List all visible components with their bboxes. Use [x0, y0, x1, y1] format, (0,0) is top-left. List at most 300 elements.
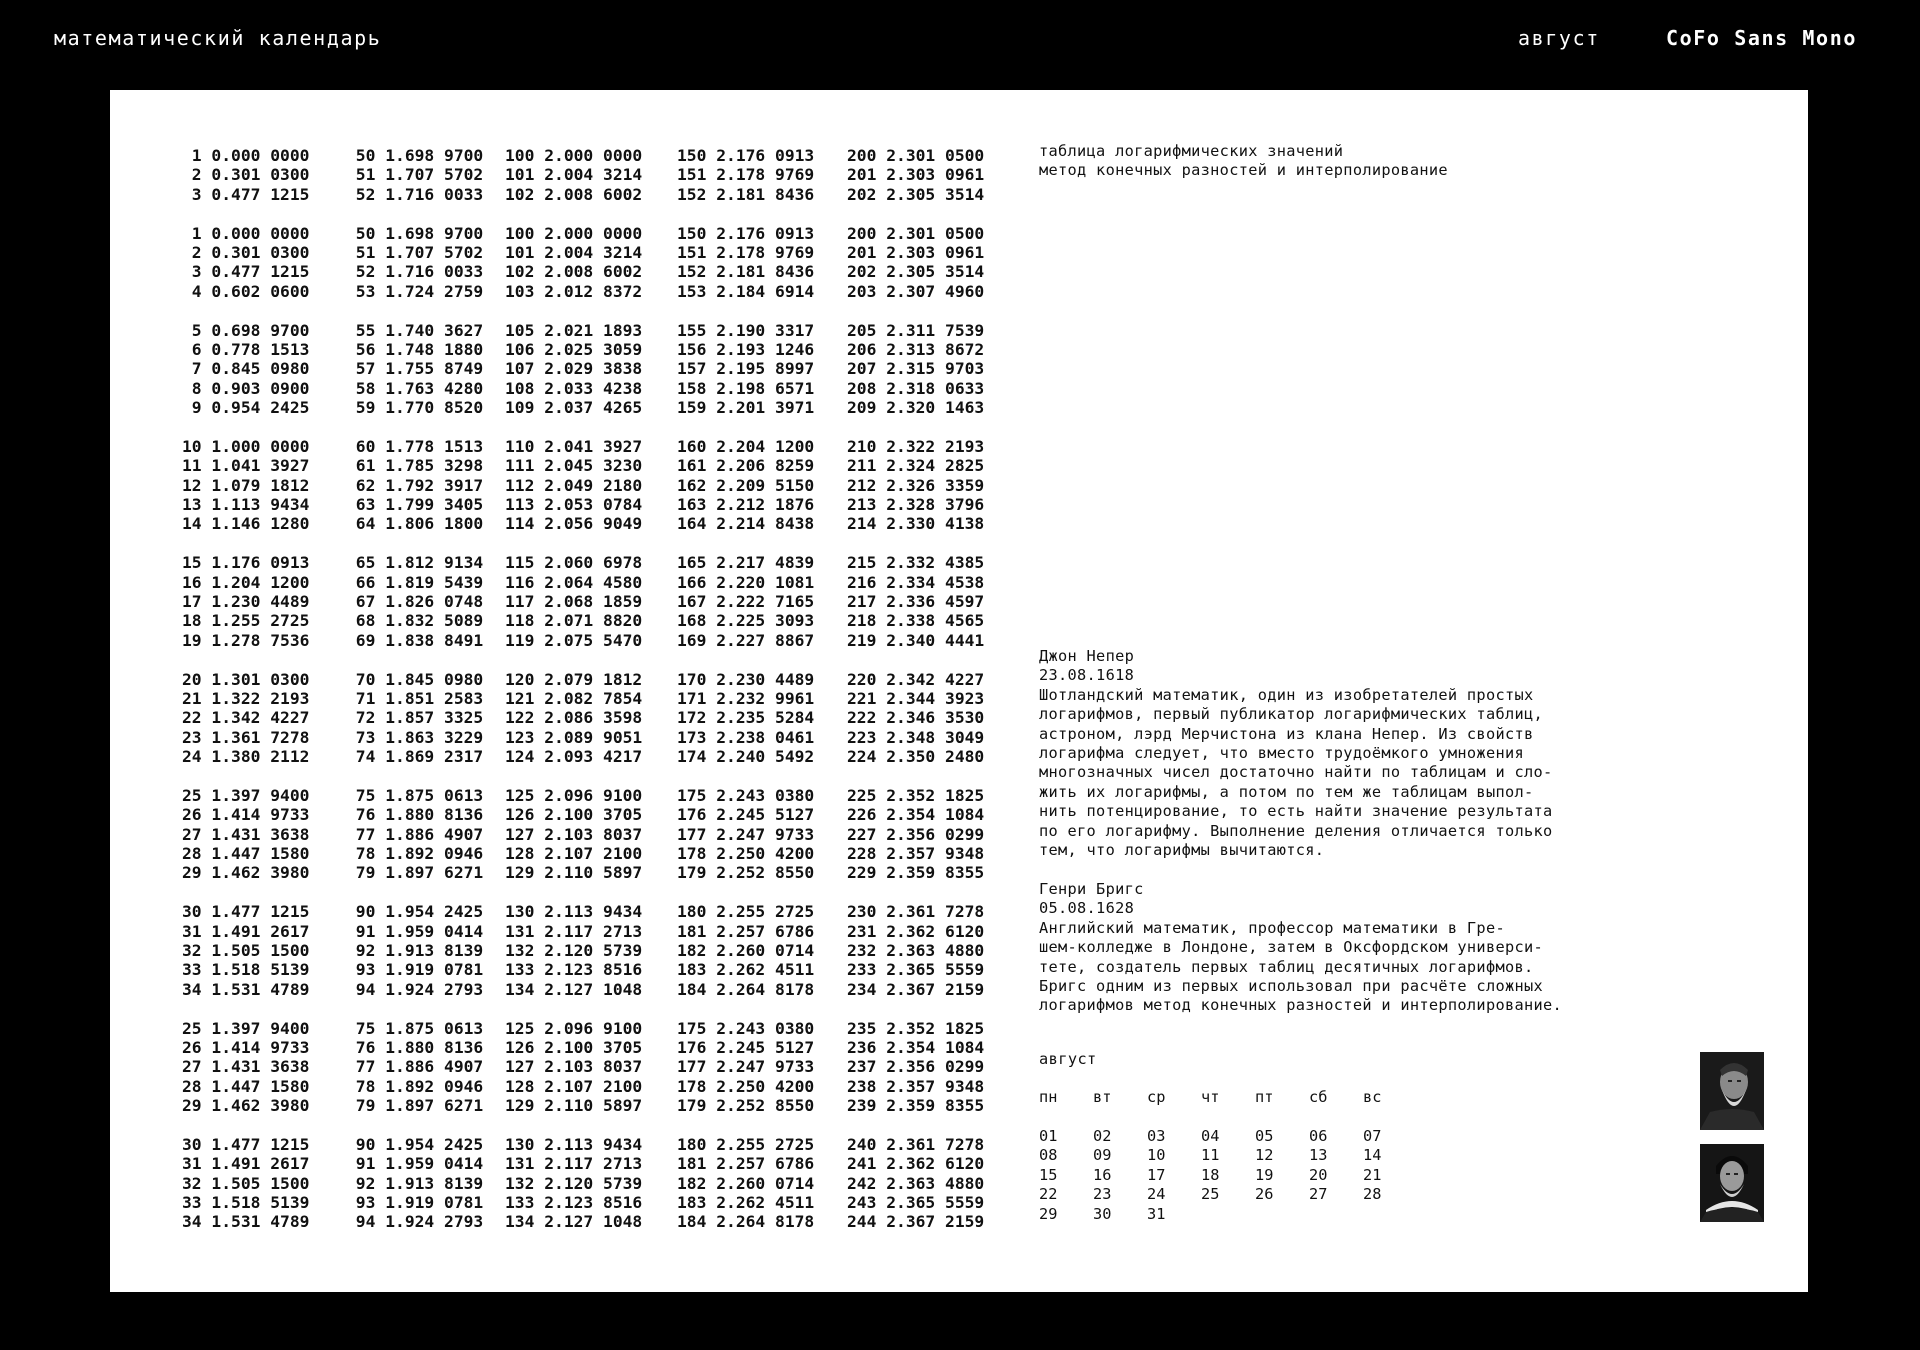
table-cell: 242 2.363 4880 — [847, 1173, 985, 1193]
calendar-day: 29 — [1039, 1204, 1058, 1223]
table-cell: 32 1.505 1500 — [182, 1173, 310, 1193]
calendar-day: 12 — [1255, 1146, 1274, 1165]
table-cell: 33 1.518 5139 — [182, 1193, 310, 1213]
table-cell: 10 1.000 0000 — [182, 436, 310, 456]
table-cell: 132 2.120 5739 — [505, 1173, 643, 1193]
table-cell: 166 2.220 1081 — [677, 572, 815, 592]
table-cell: 131 2.117 2713 — [505, 921, 643, 941]
table-cell: 57 1.755 8749 — [346, 359, 484, 379]
table-row — [182, 1077, 1007, 1096]
table-cell: 151 2.178 9769 — [677, 242, 815, 262]
table-cell: 34 1.531 4789 — [182, 1212, 310, 1232]
table-cell: 178 2.250 4200 — [677, 1076, 815, 1096]
table-cell: 217 2.336 4597 — [847, 591, 985, 611]
table-cell: 133 2.123 8516 — [505, 960, 643, 980]
table-cell: 130 2.113 9434 — [505, 1134, 643, 1154]
table-cell: 52 1.716 0033 — [346, 184, 484, 204]
table-cell: 125 2.096 9100 — [505, 785, 643, 805]
heading-line: таблица логарифмических значений — [1039, 142, 1344, 160]
table-cell: 51 1.707 5702 — [346, 242, 484, 262]
table-cell: 153 2.184 6914 — [677, 281, 815, 301]
table-cell: 29 1.462 3980 — [182, 1096, 310, 1116]
table-cell: 74 1.869 2317 — [346, 747, 484, 767]
table-cell: 237 2.356 0299 — [847, 1057, 985, 1077]
table-cell: 160 2.204 1200 — [677, 436, 815, 456]
calendar-day: 21 — [1363, 1165, 1382, 1184]
table-cell: 93 1.919 0781 — [346, 1193, 484, 1213]
table-row — [182, 747, 1007, 766]
bio-briggs — [1039, 880, 1679, 1016]
table-cell: 30 1.477 1215 — [182, 902, 310, 922]
table-cell: 168 2.225 3093 — [677, 611, 815, 631]
table-cell: 129 2.110 5897 — [505, 863, 643, 883]
table-cell: 175 2.243 0380 — [677, 785, 815, 805]
calendar-day: 06 — [1309, 1127, 1328, 1145]
table-row — [182, 1038, 1007, 1057]
table-row — [182, 844, 1007, 863]
bio-date: 23.08.1618 — [1039, 666, 1135, 685]
bio-text-line: астроном, лэрд Мерчистона из клана Непер. Из свойств — [1039, 724, 1534, 743]
table-cell: 127 2.103 8037 — [505, 824, 643, 844]
table-cell: 3 0.477 1215 — [182, 262, 310, 282]
table-cell: 33 1.518 5139 — [182, 960, 310, 980]
table-cell: 24 1.380 2112 — [182, 747, 310, 767]
table-cell: 111 2.045 3230 — [505, 456, 643, 476]
table-cell: 100 2.000 0000 — [505, 223, 643, 243]
table-cell: 161 2.206 8259 — [677, 456, 815, 476]
table-cell: 31 1.491 2617 — [182, 921, 310, 941]
table-cell: 174 2.240 5492 — [677, 747, 815, 767]
table-row — [182, 262, 1007, 281]
table-row — [182, 321, 1007, 340]
table-cell: 26 1.414 9733 — [182, 805, 310, 825]
table-cell: 212 2.326 3359 — [847, 475, 985, 495]
table-cell: 77 1.886 4907 — [346, 1057, 484, 1077]
table-cell: 128 2.107 2100 — [505, 844, 643, 864]
table-cell: 169 2.227 8867 — [677, 630, 815, 650]
calendar-week — [1039, 1205, 1439, 1224]
table-row — [182, 960, 1007, 979]
table-cell: 220 2.342 4227 — [847, 669, 985, 689]
table-cell: 229 2.359 8355 — [847, 863, 985, 883]
table-cell: 200 2.301 0500 — [847, 223, 985, 243]
calendar-day: 07 — [1363, 1127, 1382, 1145]
table-block — [182, 321, 1007, 418]
table-cell: 201 2.303 0961 — [847, 165, 985, 185]
table-row — [182, 398, 1007, 417]
table-row — [182, 282, 1007, 301]
table-row — [182, 670, 1007, 689]
calendar-week — [1039, 1127, 1439, 1146]
table-row — [182, 689, 1007, 708]
calendar-day: 18 — [1201, 1165, 1220, 1184]
heading-line: метод конечных разностей и интерполирование — [1039, 161, 1448, 180]
table-row — [182, 573, 1007, 592]
table-cell: 222 2.346 3530 — [847, 708, 985, 728]
calendar-day: 16 — [1093, 1165, 1112, 1184]
bio-text-line: логарифмов метод конечных разностей и интерполирование. — [1039, 996, 1563, 1015]
table-cell: 52 1.716 0033 — [346, 262, 484, 282]
table-cell: 213 2.328 3796 — [847, 495, 985, 515]
table-cell: 159 2.201 3971 — [677, 398, 815, 418]
bio-text-line: тем, что логарифмы вычитаются. — [1039, 840, 1325, 859]
table-cell: 183 2.262 4511 — [677, 1193, 815, 1213]
table-cell: 226 2.354 1084 — [847, 805, 985, 825]
table-cell: 181 2.257 6786 — [677, 921, 815, 941]
table-row — [182, 786, 1007, 805]
table-cell: 216 2.334 4538 — [847, 572, 985, 592]
table-cell: 13 1.113 9434 — [182, 495, 310, 515]
calendar-title: август — [1039, 1050, 1097, 1068]
table-cell: 158 2.198 6571 — [677, 378, 815, 398]
table-row — [182, 825, 1007, 844]
table-cell: 157 2.195 8997 — [677, 359, 815, 379]
table-cell: 177 2.247 9733 — [677, 1057, 815, 1077]
table-cell: 232 2.363 4880 — [847, 941, 985, 961]
portrait-briggs — [1700, 1144, 1764, 1222]
table-cell: 18 1.255 2725 — [182, 611, 310, 631]
table-cell: 90 1.954 2425 — [346, 902, 484, 922]
table-cell: 225 2.352 1825 — [847, 785, 985, 805]
calendar-day: 25 — [1201, 1185, 1220, 1204]
table-cell: 112 2.049 2180 — [505, 475, 643, 495]
table-cell: 165 2.217 4839 — [677, 553, 815, 573]
table-cell: 130 2.113 9434 — [505, 902, 643, 922]
bio-text-line: шем-колледже в Лондоне, затем в Оксфордском универси- — [1039, 938, 1544, 957]
table-cell: 129 2.110 5897 — [505, 1096, 643, 1116]
table-cell: 110 2.041 3927 — [505, 436, 643, 456]
table-cell: 121 2.082 7854 — [505, 688, 643, 708]
calendar-day: 11 — [1201, 1146, 1220, 1165]
table-cell: 131 2.117 2713 — [505, 1154, 643, 1174]
table-cell: 211 2.324 2825 — [847, 456, 985, 476]
table-cell: 27 1.431 3638 — [182, 824, 310, 844]
font-name-label: CoFo Sans Mono — [1666, 26, 1857, 50]
calendar-day: 19 — [1255, 1165, 1274, 1184]
table-cell: 132 2.120 5739 — [505, 941, 643, 961]
table-row — [182, 146, 1007, 165]
table-row — [182, 728, 1007, 747]
table-cell: 113 2.053 0784 — [505, 495, 643, 515]
table-cell: 221 2.344 3923 — [847, 688, 985, 708]
table-cell: 233 2.365 5559 — [847, 960, 985, 980]
table-cell: 101 2.004 3214 — [505, 165, 643, 185]
bio-text-line: жить их логарифмы, а потом по тем же таблицам выпол- — [1039, 782, 1534, 801]
table-cell: 28 1.447 1580 — [182, 844, 310, 864]
table-cell: 79 1.897 6271 — [346, 1096, 484, 1116]
calendar-day: 20 — [1309, 1165, 1328, 1184]
table-cell: 16 1.204 1200 — [182, 572, 310, 592]
table-cell: 152 2.181 8436 — [677, 184, 815, 204]
table-cell: 105 2.021 1893 — [505, 320, 643, 340]
bio-text-line: логарифмов, первый публикатор логарифмических таблиц, — [1039, 705, 1544, 724]
table-cell: 127 2.103 8037 — [505, 1057, 643, 1077]
calendar-day: 27 — [1309, 1185, 1328, 1204]
table-cell: 65 1.812 9134 — [346, 553, 484, 573]
table-cell: 122 2.086 3598 — [505, 708, 643, 728]
table-cell: 128 2.107 2100 — [505, 1076, 643, 1096]
table-cell: 167 2.222 7165 — [677, 591, 815, 611]
table-cell: 8 0.903 0900 — [182, 378, 310, 398]
calendar-day: 04 — [1201, 1127, 1220, 1145]
table-cell: 63 1.799 3405 — [346, 495, 484, 515]
top-bar — [0, 0, 1920, 90]
table-cell: 210 2.322 2193 — [847, 436, 985, 456]
table-cell: 50 1.698 9700 — [346, 146, 484, 165]
table-cell: 30 1.477 1215 — [182, 1134, 310, 1154]
table-cell: 230 2.361 7278 — [847, 902, 985, 922]
table-cell: 12 1.079 1812 — [182, 475, 310, 495]
bio-text-line: Бригс одним из первых использовал при расчёте сложных — [1039, 976, 1544, 995]
calendar-day: 23 — [1093, 1185, 1112, 1204]
table-cell: 208 2.318 0633 — [847, 378, 985, 398]
table-cell: 177 2.247 9733 — [677, 824, 815, 844]
bio-date: 05.08.1628 — [1039, 899, 1135, 918]
table-cell: 123 2.089 9051 — [505, 727, 643, 747]
table-row — [182, 514, 1007, 533]
table-row — [182, 1135, 1007, 1154]
calendar-day: 24 — [1147, 1185, 1166, 1204]
table-cell: 124 2.093 4217 — [505, 747, 643, 767]
table-cell: 69 1.838 8491 — [346, 630, 484, 650]
table-cell: 55 1.740 3627 — [346, 320, 484, 340]
table-cell: 239 2.359 8355 — [847, 1096, 985, 1116]
table-row — [182, 922, 1007, 941]
table-cell: 78 1.892 0946 — [346, 1076, 484, 1096]
table-cell: 21 1.322 2193 — [182, 688, 310, 708]
table-cell: 90 1.954 2425 — [346, 1134, 484, 1154]
table-cell: 60 1.778 1513 — [346, 436, 484, 456]
table-row — [182, 1057, 1007, 1076]
calendar-day: 08 — [1039, 1146, 1058, 1165]
table-row — [182, 224, 1007, 243]
calendar-day: 31 — [1147, 1204, 1166, 1223]
table-cell: 201 2.303 0961 — [847, 242, 985, 262]
table-cell: 223 2.348 3049 — [847, 727, 985, 747]
calendar-sheet — [110, 90, 1808, 1292]
weekday-label: ср — [1147, 1088, 1166, 1106]
table-row — [182, 902, 1007, 921]
table-row — [182, 941, 1007, 960]
table-cell: 51 1.707 5702 — [346, 165, 484, 185]
table-row — [182, 495, 1007, 514]
table-cell: 170 2.230 4489 — [677, 669, 815, 689]
table-cell: 102 2.008 6002 — [505, 184, 643, 204]
table-cell: 214 2.330 4138 — [847, 514, 985, 534]
bio-name: Джон Непер — [1039, 647, 1135, 665]
table-cell: 207 2.315 9703 — [847, 359, 985, 379]
calendar-week — [1039, 1166, 1439, 1185]
table-cell: 11 1.041 3927 — [182, 456, 310, 476]
table-cell: 53 1.724 2759 — [346, 281, 484, 301]
table-row — [182, 243, 1007, 262]
table-cell: 126 2.100 3705 — [505, 1037, 643, 1057]
table-cell: 163 2.212 1876 — [677, 495, 815, 515]
bio-text-line: логарифма следует, что вместо трудоёмкого умножения — [1039, 743, 1524, 762]
table-cell: 79 1.897 6271 — [346, 863, 484, 883]
table-cell: 25 1.397 9400 — [182, 785, 310, 805]
table-row — [182, 456, 1007, 475]
table-cell: 227 2.356 0299 — [847, 824, 985, 844]
table-row — [182, 1193, 1007, 1212]
portrait-image — [1700, 1144, 1764, 1222]
table-cell: 26 1.414 9733 — [182, 1037, 310, 1057]
table-cell: 118 2.071 8820 — [505, 611, 643, 631]
table-cell: 182 2.260 0714 — [677, 941, 815, 961]
table-cell: 68 1.832 5089 — [346, 611, 484, 631]
table-cell: 218 2.338 4565 — [847, 611, 985, 631]
table-row — [182, 1174, 1007, 1193]
table-cell: 31 1.491 2617 — [182, 1154, 310, 1174]
table-cell: 202 2.305 3514 — [847, 184, 985, 204]
table-cell: 22 1.342 4227 — [182, 708, 310, 728]
calendar-day: 17 — [1147, 1165, 1166, 1184]
table-cell: 184 2.264 8178 — [677, 979, 815, 999]
table-cell: 151 2.178 9769 — [677, 165, 815, 185]
table-cell: 243 2.365 5559 — [847, 1193, 985, 1213]
table-cell: 205 2.311 7539 — [847, 320, 985, 340]
table-row — [182, 1096, 1007, 1115]
calendar-day: 30 — [1093, 1204, 1112, 1223]
table-cell: 92 1.913 8139 — [346, 941, 484, 961]
table-cell: 94 1.924 2793 — [346, 979, 484, 999]
table-row — [182, 708, 1007, 727]
bio-text-line: тете, создатель первых таблиц десятичных логарифмов. — [1039, 957, 1534, 976]
calendar-day: 02 — [1093, 1127, 1112, 1145]
table-cell: 206 2.313 8672 — [847, 339, 985, 359]
table-cell: 75 1.875 0613 — [346, 1018, 484, 1038]
table-cell: 126 2.100 3705 — [505, 805, 643, 825]
table-cell: 155 2.190 3317 — [677, 320, 815, 340]
table-cell: 176 2.245 5127 — [677, 1037, 815, 1057]
table-row — [182, 476, 1007, 495]
table-cell: 23 1.361 7278 — [182, 727, 310, 747]
table-cell: 19 1.278 7536 — [182, 630, 310, 650]
table-cell: 25 1.397 9400 — [182, 1018, 310, 1038]
table-cell: 64 1.806 1800 — [346, 514, 484, 534]
portrait-image — [1700, 1052, 1764, 1130]
table-cell: 224 2.350 2480 — [847, 747, 985, 767]
calendar-day: 03 — [1147, 1127, 1166, 1145]
table-cell: 152 2.181 8436 — [677, 262, 815, 282]
weekday-label: чт — [1201, 1088, 1220, 1106]
table-cell: 56 1.748 1880 — [346, 339, 484, 359]
table-row — [182, 1154, 1007, 1173]
table-cell: 181 2.257 6786 — [677, 1154, 815, 1174]
table-block — [182, 224, 1007, 302]
table-cell: 179 2.252 8550 — [677, 863, 815, 883]
table-cell: 236 2.354 1084 — [847, 1037, 985, 1057]
table-heading — [1039, 142, 1448, 181]
table-block — [182, 1135, 1007, 1232]
table-cell: 102 2.008 6002 — [505, 262, 643, 282]
table-cell: 171 2.232 9961 — [677, 688, 815, 708]
bio-text-line: нить потенцирование, то есть найти значение результата — [1039, 802, 1553, 821]
table-cell: 4 0.602 0600 — [182, 281, 310, 301]
table-cell: 133 2.123 8516 — [505, 1193, 643, 1213]
table-row — [182, 379, 1007, 398]
table-cell: 180 2.255 2725 — [677, 1134, 815, 1154]
table-cell: 172 2.235 5284 — [677, 708, 815, 728]
table-cell: 71 1.851 2583 — [346, 688, 484, 708]
table-cell: 73 1.863 3229 — [346, 727, 484, 747]
table-cell: 5 0.698 9700 — [182, 320, 310, 340]
table-cell: 2 0.301 0300 — [182, 242, 310, 262]
table-cell: 150 2.176 0913 — [677, 146, 815, 165]
table-cell: 134 2.127 1048 — [505, 979, 643, 999]
bio-text-line: по его логарифму. Выполнение деления отличается только — [1039, 821, 1553, 840]
table-cell: 116 2.064 4580 — [505, 572, 643, 592]
table-cell: 108 2.033 4238 — [505, 378, 643, 398]
table-block — [182, 670, 1007, 767]
table-cell: 58 1.763 4280 — [346, 378, 484, 398]
table-row — [182, 980, 1007, 999]
logarithm-table — [182, 146, 1007, 1251]
table-row — [182, 340, 1007, 359]
bio-text-line: многозначных чисел достаточно найти по таблицам и сло- — [1039, 763, 1553, 782]
calendar-day: 28 — [1363, 1185, 1382, 1204]
bio-text-line: Английский математик, профессор математики в Гре- — [1039, 918, 1505, 937]
table-cell: 240 2.361 7278 — [847, 1134, 985, 1154]
table-row — [182, 359, 1007, 378]
table-cell: 234 2.367 2159 — [847, 979, 985, 999]
table-cell: 184 2.264 8178 — [677, 1212, 815, 1232]
table-cell: 117 2.068 1859 — [505, 591, 643, 611]
table-cell: 182 2.260 0714 — [677, 1173, 815, 1193]
table-cell: 150 2.176 0913 — [677, 223, 815, 243]
table-cell: 115 2.060 6978 — [505, 553, 643, 573]
table-cell: 91 1.959 0414 — [346, 921, 484, 941]
table-cell: 28 1.447 1580 — [182, 1076, 310, 1096]
table-row — [182, 553, 1007, 572]
calendar-day: 13 — [1309, 1146, 1328, 1165]
table-cell: 103 2.012 8372 — [505, 281, 643, 301]
table-cell: 244 2.367 2159 — [847, 1212, 985, 1232]
table-cell: 109 2.037 4265 — [505, 398, 643, 418]
table-cell: 241 2.362 6120 — [847, 1154, 985, 1174]
page-title: математический календарь — [54, 26, 382, 50]
table-cell: 134 2.127 1048 — [505, 1212, 643, 1232]
weekday-label: вс — [1363, 1088, 1382, 1106]
table-cell: 76 1.880 8136 — [346, 805, 484, 825]
table-cell: 6 0.778 1513 — [182, 339, 310, 359]
table-cell: 200 2.301 0500 — [847, 146, 985, 165]
table-cell: 91 1.959 0414 — [346, 1154, 484, 1174]
table-block — [182, 786, 1007, 883]
table-cell: 2 0.301 0300 — [182, 165, 310, 185]
table-cell: 62 1.792 3917 — [346, 475, 484, 495]
bio-text-line: Шотландский математик, один из изобретателей простых — [1039, 685, 1534, 704]
table-cell: 231 2.362 6120 — [847, 921, 985, 941]
table-cell: 34 1.531 4789 — [182, 979, 310, 999]
table-cell: 14 1.146 1280 — [182, 514, 310, 534]
table-row — [182, 1019, 1007, 1038]
bio-napier — [1039, 647, 1679, 860]
table-cell: 32 1.505 1500 — [182, 941, 310, 961]
table-cell: 107 2.029 3838 — [505, 359, 643, 379]
table-cell: 75 1.875 0613 — [346, 785, 484, 805]
table-cell: 209 2.320 1463 — [847, 398, 985, 418]
calendar-day: 10 — [1147, 1146, 1166, 1165]
table-cell: 100 2.000 0000 — [505, 146, 643, 165]
calendar-day: 26 — [1255, 1185, 1274, 1204]
table-cell: 27 1.431 3638 — [182, 1057, 310, 1077]
table-cell: 173 2.238 0461 — [677, 727, 815, 747]
table-row — [182, 631, 1007, 650]
table-cell: 106 2.025 3059 — [505, 339, 643, 359]
table-cell: 215 2.332 4385 — [847, 553, 985, 573]
table-block — [182, 553, 1007, 650]
